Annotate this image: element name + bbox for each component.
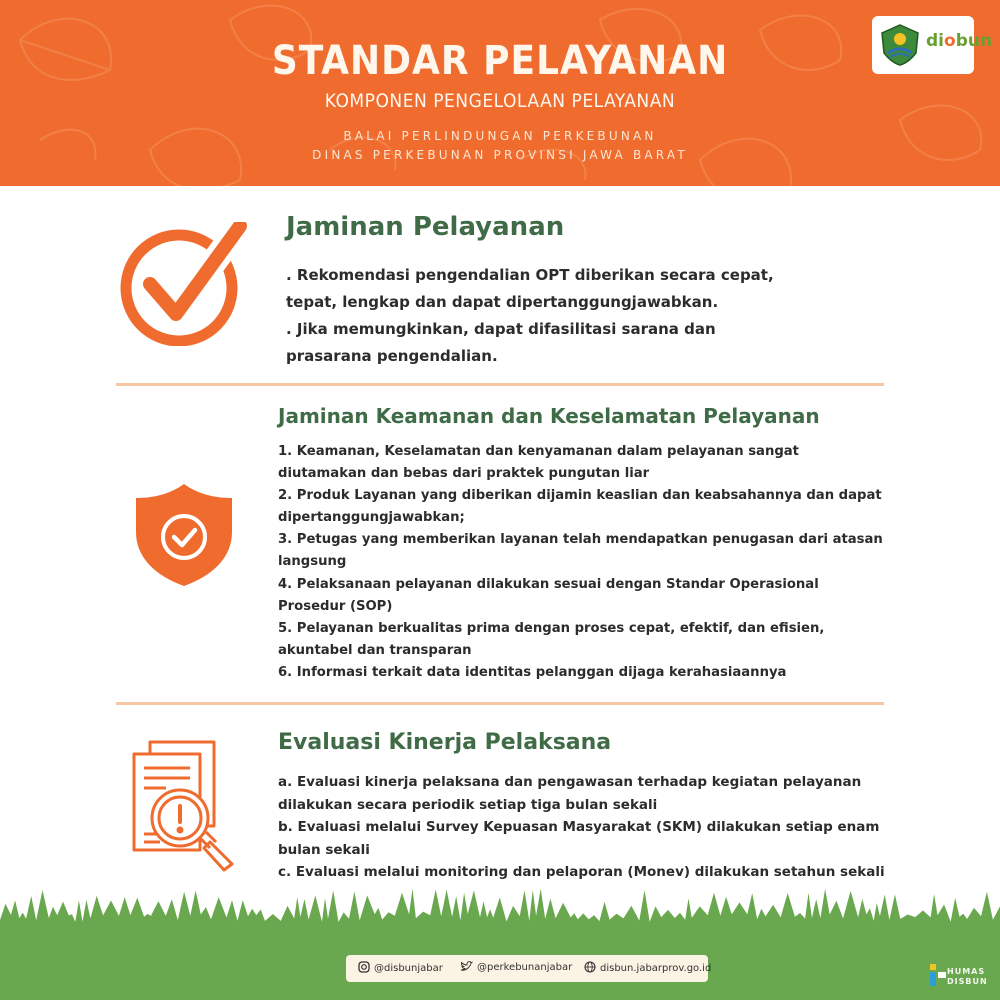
globe-icon bbox=[584, 961, 596, 973]
twitter-handle[interactable] bbox=[460, 961, 572, 973]
text-line: . Jika memungkinkan, dapat difasilitasi sarana dan bbox=[286, 320, 716, 338]
section-text-evaluasi-kinerja bbox=[278, 771, 885, 884]
text-line: diutamakan dan bebas dari praktek pungutan liar bbox=[278, 466, 650, 482]
logo-text-left: di bbox=[926, 31, 944, 51]
twitter-icon bbox=[460, 961, 473, 972]
website-link[interactable] bbox=[584, 961, 711, 974]
jawa-barat-emblem-icon bbox=[878, 23, 922, 67]
text-line: langsung bbox=[278, 554, 347, 570]
header-banner bbox=[0, 0, 1000, 186]
logo-text-right: bun bbox=[955, 31, 993, 51]
disbun-wordmark bbox=[926, 31, 992, 51]
text-line: bulan sekali bbox=[278, 841, 370, 858]
text-line: b. Evaluasi melalui Survey Kepuasan Masyarakat (SKM) dilakukan setiap enam bbox=[278, 819, 880, 835]
instagram-handle[interactable] bbox=[358, 961, 443, 974]
text-line: a. Evaluasi kinerja pelaksana dan pengawasan terhadap kegiatan pelayanan bbox=[278, 774, 862, 790]
document-magnifier-icon bbox=[130, 738, 242, 874]
section-heading-jaminan-keamanan: Jaminan Keamanan dan Keselamatan Pelayanan bbox=[278, 404, 820, 428]
page-subtitle: KOMPONEN PENGELOLAAN PELAYANAN bbox=[324, 90, 676, 112]
text-line: 3. Petugas yang memberikan layanan telah mendapatkan penugasan dari atasan bbox=[278, 532, 883, 548]
section-heading-jaminan-pelayanan: Jaminan Pelayanan bbox=[286, 212, 565, 242]
text-line: dilakukan secara periodik setiap tiga bulan sekali bbox=[278, 796, 658, 813]
text-line: 5. Pelayanan berkualitas prima dengan proses cepat, efektif, dan efisien, bbox=[278, 620, 825, 636]
organization-line-2: DINAS PERKEBUNAN PROVINSI JAWA BARAT bbox=[312, 148, 688, 162]
humas-disbun-logo-icon bbox=[930, 964, 946, 986]
logo-text-o: o bbox=[944, 31, 956, 51]
organization-line-1: BALAI PERLINDUNGAN PERKEBUNAN bbox=[343, 129, 657, 143]
text-line: Prosedur (SOP) bbox=[278, 598, 393, 614]
text-line: 2. Produk Layanan yang diberikan dijamin keaslian dan keabsahannya dan dapat bbox=[278, 488, 882, 504]
grass-footer-decoration bbox=[0, 880, 1000, 1000]
disbun-logo bbox=[872, 16, 993, 74]
twitter-text: @perkebunanjabar bbox=[477, 962, 573, 973]
section-divider bbox=[116, 702, 884, 705]
humas-disbun-label bbox=[947, 967, 988, 987]
humas-line-2: DISBUN bbox=[947, 977, 988, 986]
humas-line-1: HUMAS bbox=[947, 967, 986, 976]
page-title: STANDAR PELAYANAN bbox=[271, 38, 729, 84]
text-line: 4. Pelaksanaan pelayanan dilakukan sesuai dengan Standar Operasional bbox=[278, 576, 819, 592]
checkmark-circle-icon bbox=[118, 222, 248, 346]
text-line: prasarana pengendalian. bbox=[286, 347, 498, 365]
text-line: . Rekomendasi pengendalian OPT diberikan secara cepat, bbox=[286, 266, 774, 284]
text-line: akuntabel dan transparan bbox=[278, 642, 472, 658]
section-heading-evaluasi-kinerja: Evaluasi Kinerja Pelaksana bbox=[278, 730, 612, 755]
text-line: tepat, lengkap dan dapat dipertanggungjawabkan. bbox=[286, 293, 719, 311]
text-line: dipertanggungjawabkan; bbox=[278, 510, 465, 526]
section-text-jaminan-keamanan bbox=[278, 441, 883, 684]
instagram-icon bbox=[358, 961, 370, 973]
shield-check-icon bbox=[132, 482, 236, 588]
text-line: 1. Keamanan, Keselamatan dan kenyamanan dalam pelayanan sangat bbox=[278, 444, 799, 459]
section-text-jaminan-pelayanan bbox=[286, 262, 774, 370]
section-divider bbox=[116, 383, 884, 386]
text-line: 6. Informasi terkait data identitas pelanggan dijaga kerahasiaannya bbox=[278, 664, 787, 680]
text-line: c. Evaluasi melalui monitoring dan pelaporan (Monev) dilakukan setahun sekali bbox=[278, 864, 885, 880]
social-media-bar bbox=[346, 955, 712, 982]
instagram-text: @disbunjabar bbox=[374, 963, 443, 974]
website-text: disbun.jabarprov.go.id bbox=[600, 963, 712, 974]
